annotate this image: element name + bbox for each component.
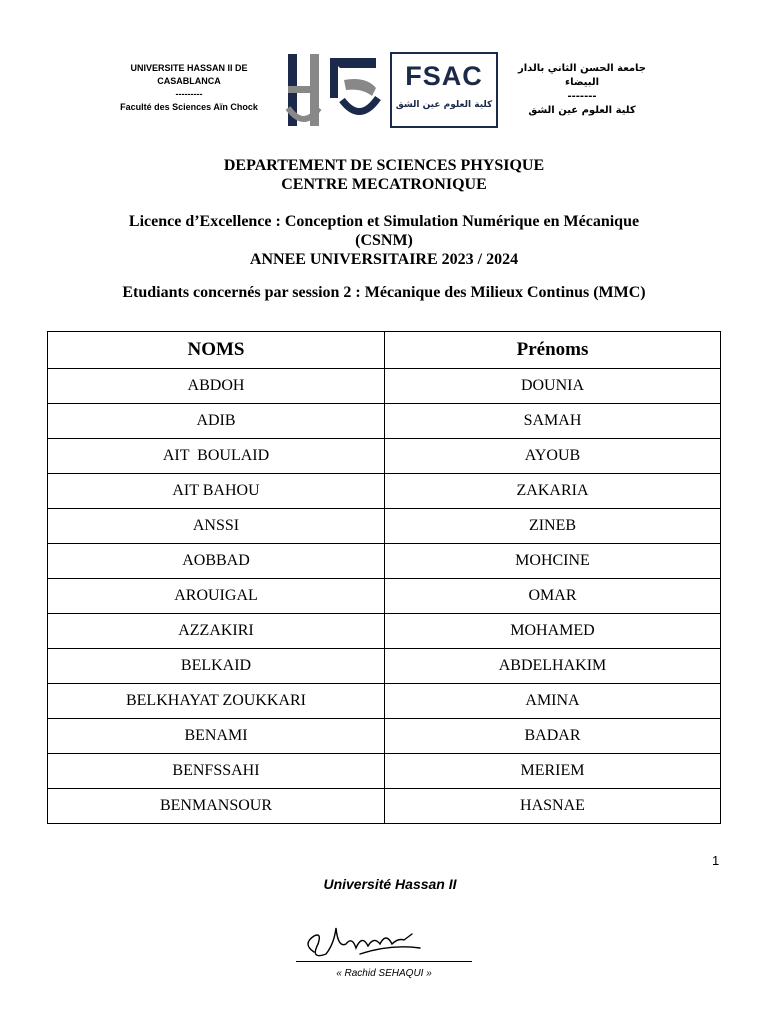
signature-icon (300, 914, 440, 966)
cell-prenom: DOUNIA (385, 369, 721, 404)
faculty-name-fr: Faculté des Sciences Aïn Chock (120, 102, 258, 112)
cell-prenom: SAMAH (385, 404, 721, 439)
university-name-ar: جامعة الحسن الثاني بالدار البيضاء (518, 63, 646, 88)
document-titles (0, 156, 768, 302)
cell-prenom: MOHAMED (385, 614, 721, 649)
centre-title: CENTRE MECATRONIQUE (281, 176, 487, 193)
students-table (47, 331, 721, 824)
faculty-logo (390, 52, 498, 128)
licence-title: Licence d’Excellence : Conception et Simulation Numérique en Mécanique (128, 213, 640, 230)
table-row (48, 509, 721, 544)
table-row (48, 544, 721, 579)
signature-line (296, 961, 472, 962)
table-row (48, 649, 721, 684)
table-row (48, 404, 721, 439)
table-row (48, 754, 721, 789)
licence-abbreviation: (CSNM) (355, 232, 413, 249)
university-name-fr: UNIVERSITE HASSAN II DE CASABLANCA (130, 63, 248, 86)
faculty-logo-subtext: كلية العلوم عين الشق (395, 100, 493, 110)
faculty-logo-text: FSAC (405, 61, 483, 91)
cell-nom: ADIB (48, 404, 385, 439)
separator-fr: --------- (175, 89, 203, 99)
cell-prenom: BADAR (385, 719, 721, 754)
session-title: Etudiants concernés par session 2 : Mécanique des Milieux Continus (MMC) (122, 284, 646, 301)
table-row (48, 439, 721, 474)
cell-nom: BENMANSOUR (48, 789, 385, 824)
cell-nom: ANSSI (48, 509, 385, 544)
cell-nom: BELKAID (48, 649, 385, 684)
separator-ar: ------- (567, 91, 597, 102)
signatory-name: « Rachid SEHAQUI » (336, 968, 432, 979)
cell-nom: AIT BOULAID (48, 439, 385, 474)
university-name-ar-block (502, 62, 662, 118)
department-title: DEPARTEMENT DE SCIENCES PHYSIQUE (223, 157, 545, 174)
faculty-name-ar: كلية العلوم عين الشق (528, 105, 636, 116)
cell-nom: BENFSSAHI (48, 754, 385, 789)
cell-nom: BENAMI (48, 719, 385, 754)
university-name-fr-block (104, 62, 274, 114)
cell-prenom: AYOUB (385, 439, 721, 474)
page-number: 1 (712, 853, 720, 868)
signature-title: Université Hassan II (323, 876, 457, 892)
cell-nom: AOBBAD (48, 544, 385, 579)
column-header-prenoms: Prénoms (385, 332, 721, 369)
table-row (48, 614, 721, 649)
document-header (104, 48, 664, 134)
university-logo-icon (284, 48, 384, 132)
table-row (48, 684, 721, 719)
cell-prenom: ABDELHAKIM (385, 649, 721, 684)
cell-prenom: ZAKARIA (385, 474, 721, 509)
cell-nom: ABDOH (48, 369, 385, 404)
cell-prenom: OMAR (385, 579, 721, 614)
cell-prenom: MOHCINE (385, 544, 721, 579)
academic-year: ANNEE UNIVERSITAIRE 2023 / 2024 (249, 251, 519, 268)
cell-nom: AIT BAHOU (48, 474, 385, 509)
cell-nom: AZZAKIRI (48, 614, 385, 649)
cell-prenom: ZINEB (385, 509, 721, 544)
table-row (48, 474, 721, 509)
table-row (48, 369, 721, 404)
table-row (48, 789, 721, 824)
cell-prenom: HASNAE (385, 789, 721, 824)
cell-prenom: AMINA (385, 684, 721, 719)
table-row (48, 579, 721, 614)
table-header-row (48, 332, 721, 369)
table-row (48, 719, 721, 754)
column-header-noms: NOMS (48, 332, 385, 369)
cell-nom: AROUIGAL (48, 579, 385, 614)
cell-prenom: MERIEM (385, 754, 721, 789)
cell-nom: BELKHAYAT ZOUKKARI (48, 684, 385, 719)
